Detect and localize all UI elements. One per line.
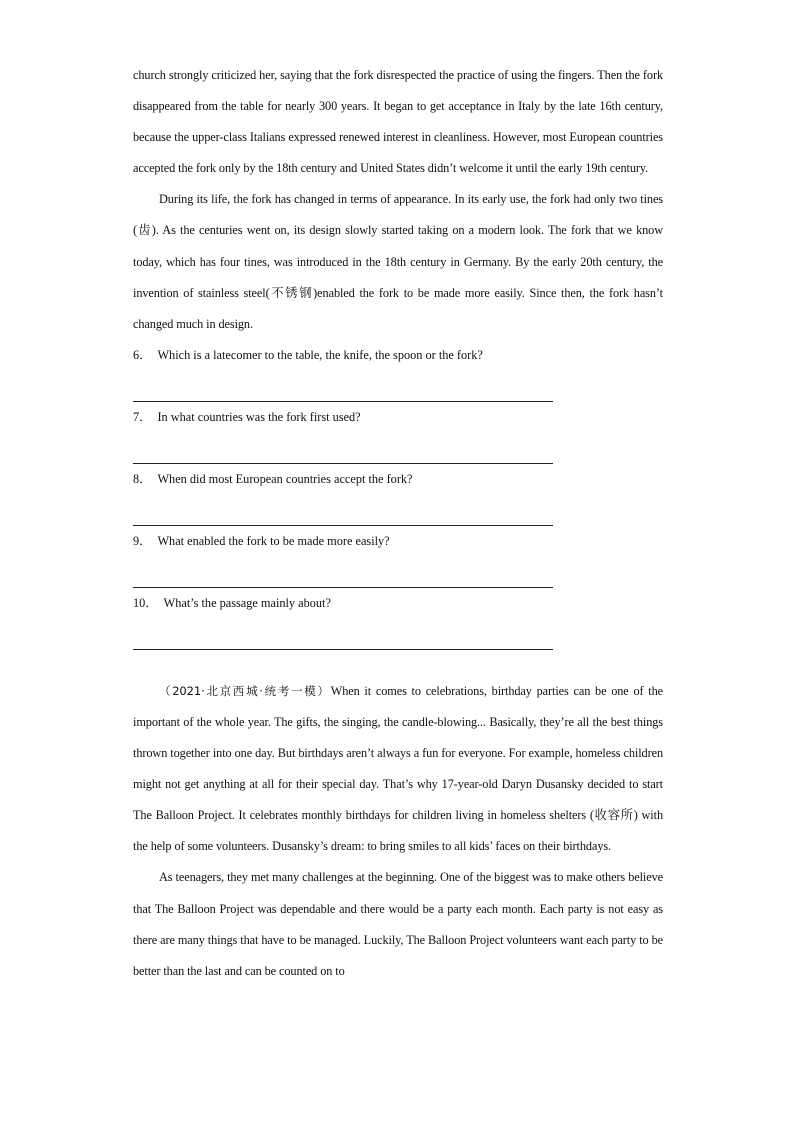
passage1-paragraph1: church strongly criticized her, saying that the fork disrespected the practice of using the fingers. Then the fork disappeared from the table for nearly 300 years. It began to get acceptance in Italy by the late 16th century, because the upper-class Italians expressed renewed interest in cleanliness. However, most European countries accepted the fork only by the 18th century and United States didn’t welcome it until the early 19th century.: [133, 68, 663, 176]
question-text: [133, 588, 663, 619]
question-number: 6．: [133, 347, 152, 362]
question-prompt: What enabled the fork to be made more easily?: [157, 533, 390, 548]
question-prompt: What’s the passage mainly about?: [163, 595, 331, 610]
document-page: [133, 60, 663, 987]
question-item: [133, 526, 663, 588]
passage2-paragraph1-text: When it comes to celebrations, birthday parties can be one of the important of the whole year. The gifts, the singing, the candle-blowing... Basically, they’re all the best things thrown together into one day. But birthdays aren’t always a fun for everyone. For example, homeless children might not get anything at all for their special day. That’s why 17-year-old Daryn Dusansky decided to start The Balloon Project. It celebrates monthly birthdays for children living in homeless shelters (收容所) with the help of some volunteers. Dusansky’s dream: to bring smiles to all kids’ faces on their birthdays.: [133, 683, 664, 854]
passage2-paragraph2: As teenagers, they met many challenges at the beginning. One of the biggest was to make others believe that The Balloon Project was dependable and there would be a party each month. Each party is not easy as there are many things that have to be managed. Luckily, The Balloon Project volunteers want each party to be better than the last and can be counted on to: [133, 870, 663, 978]
question-list: [133, 340, 663, 650]
answer-line[interactable]: [133, 557, 553, 588]
question-text: [133, 402, 663, 433]
question-item: [133, 588, 663, 650]
question-number: 9．: [133, 533, 152, 548]
passage2-paragraph1: [133, 676, 663, 863]
question-item: [133, 402, 663, 464]
question-text: [133, 464, 663, 495]
answer-line[interactable]: [133, 495, 553, 526]
section-gap: [133, 650, 663, 676]
question-prompt: In what countries was the fork first used?: [157, 409, 361, 424]
question-text: [133, 526, 663, 557]
question-number: 8．: [133, 471, 152, 486]
answer-line[interactable]: [133, 433, 553, 464]
passage2-source: （2021·北京西城·统考一模）: [159, 683, 331, 698]
question-item: [133, 340, 663, 402]
question-text: [133, 340, 663, 371]
answer-line[interactable]: [133, 371, 553, 402]
question-prompt: Which is a latecomer to the table, the knife, the spoon or the fork?: [157, 347, 483, 362]
passage1-paragraph2: During its life, the fork has changed in terms of appearance. In its early use, the fork had only two tines (齿). As the centuries went on, its design slowly started taking on a modern look. The fork that we know today, which has four tines, was introduced in the 18th century in Germany. By the early 20th century, the invention of stainless steel(不锈钢)enabled the fork to be made more easily. Since then, the fork hasn’t changed much in design.: [133, 192, 663, 331]
question-number: 7．: [133, 409, 152, 424]
question-prompt: When did most European countries accept the fork?: [157, 471, 413, 486]
question-item: [133, 464, 663, 526]
answer-line[interactable]: [133, 619, 553, 650]
question-number: 10．: [133, 595, 158, 610]
